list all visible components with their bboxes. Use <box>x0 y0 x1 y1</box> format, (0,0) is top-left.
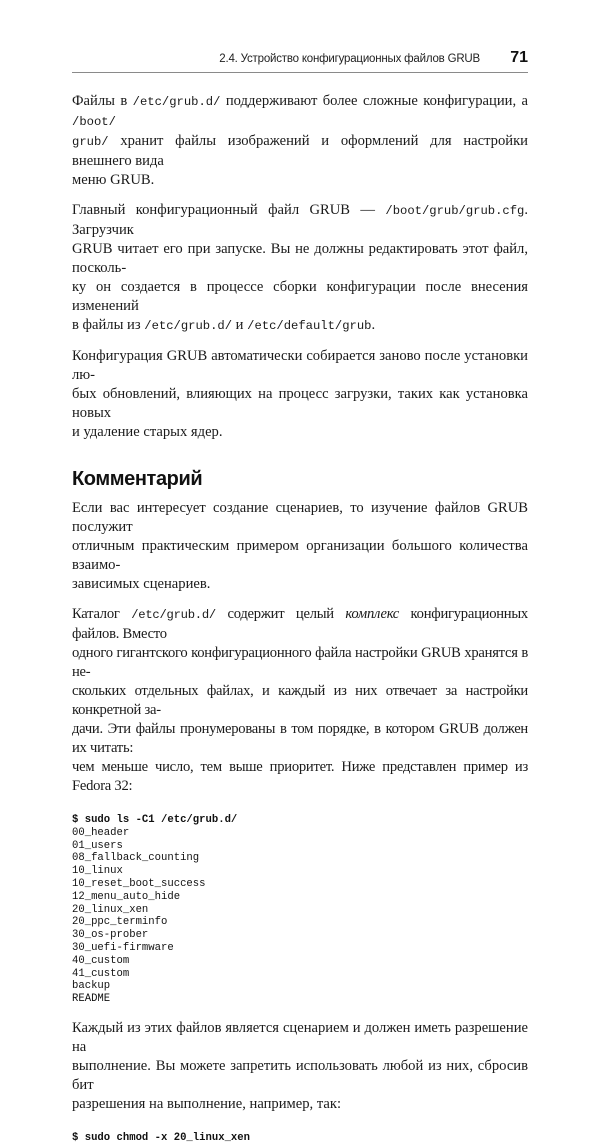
inline-code: /etc/default/grub <box>247 319 372 333</box>
code-line: 12_menu_auto_hide <box>72 890 181 903</box>
section-title: 2.4. Устройство конфигурационных файлов GRUB <box>219 53 480 65</box>
code-line: 08_fallback_counting <box>72 852 200 865</box>
paragraph-5: Каталог /etc/grub.d/ содержит целый комплекс конфигурационных файлов. Вместо одного гигантского конфигурационного файла настройки GRUB хранятся в не- скольких отдельных файлах, и каждый из них отвечает за настройки конкретной за- дачи. Эти файлы пронумерованы в том порядке, в котором GRUB должен их читать: чем меньше число, тем выше приоритет. Ниже представлен пример из Fedora 32: <box>72 606 528 794</box>
code-command: $ sudo ls -C1 /etc/grub.d/ <box>72 814 238 826</box>
code-line: backup <box>72 980 111 993</box>
code-command: $ sudo chmod -x 20_linux_xen <box>72 1131 251 1144</box>
inline-code: grub/ <box>72 135 109 149</box>
code-listing-ls <box>72 814 528 1006</box>
inline-code: /etc/grub.d/ <box>144 319 233 333</box>
code-line: 20_linux_xen <box>72 903 149 916</box>
page-number: 71 <box>510 49 528 66</box>
inline-code: /etc/grub.d/ <box>132 95 221 109</box>
code-line: 30_os-prober <box>72 929 149 942</box>
paragraph-4: Если вас интересует создание сценариев, то изучение файлов GRUB послужит отличным практическим примером организации большого количества взаимо- зависимых сценариев. <box>72 500 528 592</box>
paragraph-3: Конфигурация GRUB автоматически собирается заново после установки лю- бых обновлений, влияющих на процесс загрузки, таких как установка новых и удаление старых ядер. <box>72 348 528 440</box>
inline-code: /boot/grub/grub.cfg <box>385 204 525 218</box>
paragraph-2: Главный конфигурационный файл GRUB — /boot/grub/grub.cfg. Загрузчик GRUB читает его при запуске. Вы не должны редактировать этот файл, посколь- ку он создается в процессе сборки конфигурации после внесения изменений в файлы из /etc/grub.d/ и /etc/default/grub. <box>72 202 528 333</box>
code-line: 00_header <box>72 826 130 839</box>
code-line: README <box>72 993 111 1006</box>
code-listing-chmod <box>72 1132 528 1145</box>
paragraph-6: Каждый из этих файлов является сценарием и должен иметь разрешение на выполнение. Вы можете запретить использовать любой из них, сбросив бит разрешения на выполнение, например, так: <box>72 1019 528 1112</box>
code-line: 41_custom <box>72 967 130 980</box>
code-line: 10_linux <box>72 865 123 878</box>
code-line: 40_custom <box>72 954 130 967</box>
emphasis: комплекс <box>345 606 399 622</box>
code-line: 01_users <box>72 839 123 852</box>
code-line: 20_ppc_terminfo <box>72 916 168 929</box>
page-body <box>72 92 528 1145</box>
paragraph-1: Файлы в /etc/grub.d/ поддерживают более сложные конфигурации, а /boot/ grub/ хранит файлы изображений и оформлений для настройки внешнего вида меню GRUB. <box>72 93 528 188</box>
code-line: 30_uefi-firmware <box>72 941 174 954</box>
running-header <box>72 50 528 73</box>
inline-code: /etc/grub.d/ <box>131 608 216 622</box>
inline-code: /boot/ <box>72 115 116 129</box>
code-line: 10_reset_boot_success <box>72 877 206 890</box>
section-heading: Комментарий <box>72 468 203 490</box>
